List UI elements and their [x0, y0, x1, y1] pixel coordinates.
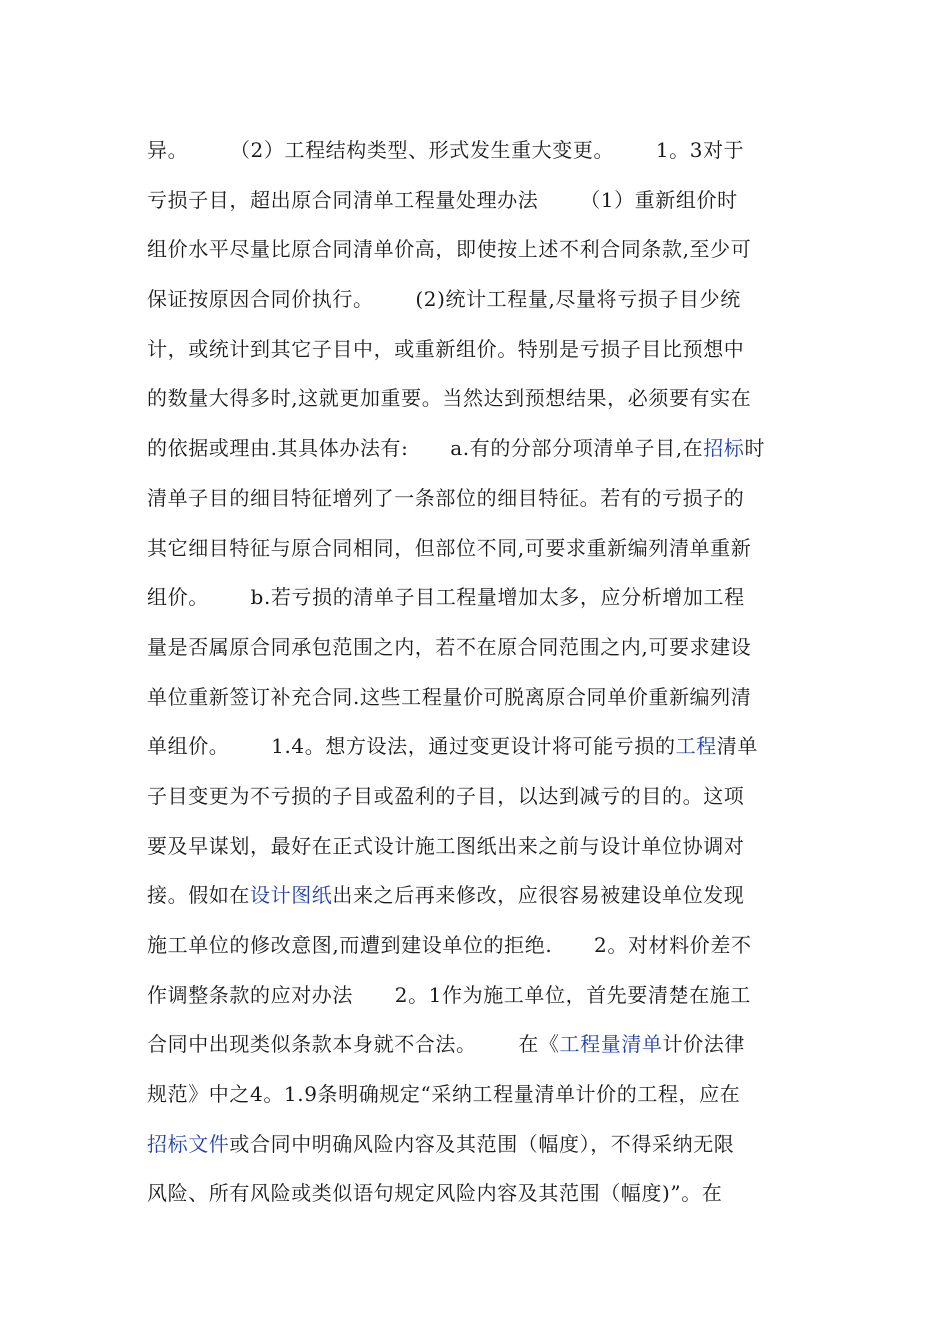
text-run: 清单	[716, 734, 758, 759]
hyperlink[interactable]: 工程量清单	[559, 1032, 663, 1057]
text-line	[147, 275, 809, 325]
hyperlink[interactable]: 工程	[675, 734, 717, 759]
text-run: 其它细目特征与原合同相同，但部位不同,可要求重新编列清单重新	[147, 535, 752, 560]
text-line	[147, 424, 809, 474]
text-run: 合同中出现类似条款本身就不合法。 在《	[147, 1032, 560, 1057]
text-run: 单位重新签订补充合同.这些工程量价可脱离原合同单价重新编列清	[147, 684, 752, 709]
text-line	[147, 374, 809, 424]
text-run: 单组价。 1.4。想方设法，通过变更设计将可能亏损的	[147, 734, 676, 759]
text-run: 计价法律	[662, 1032, 745, 1057]
text-run: 接。假如在	[147, 883, 250, 908]
text-line	[147, 176, 809, 226]
text-line	[147, 623, 809, 673]
hyperlink[interactable]: 设计图纸	[250, 883, 333, 908]
text-line	[147, 524, 809, 574]
hyperlink[interactable]: 招标文件	[147, 1131, 230, 1156]
text-run: 规范》中之4。1.9条明确规定“采纳工程量清单计价的工程，应在	[147, 1082, 741, 1107]
text-run: 要及早谋划，最好在正式设计施工图纸出来之前与设计单位协调对	[147, 833, 745, 858]
text-line	[147, 1070, 809, 1120]
text-run: 清单子目的细目特征增列了一条部位的细目特征。若有的亏损子的	[147, 485, 745, 510]
text-run: 的数量大得多时,这就更加重要。当然达到预想结果，必须要有实在	[147, 386, 752, 411]
text-run: 计，或统计到其它子目中，或重新组价。特别是亏损子目比预想中	[147, 336, 745, 361]
text-run: 子目变更为不亏损的子目或盈利的子目，以达到减亏的目的。这项	[147, 783, 745, 808]
text-line	[147, 822, 809, 872]
text-run: 组价水平尽量比原合同清单价高，即使按上述不利合同条款,至少可	[147, 237, 752, 262]
text-line	[147, 573, 809, 623]
text-run: 施工单位的修改意图,而遭到建设单位的拒绝. 2。对材料价差不	[147, 933, 752, 957]
text-run: 亏损子目，超出原合同清单工程量处理办法 （1）重新组价时	[147, 187, 738, 212]
text-line	[147, 325, 809, 375]
document-body-text	[147, 126, 809, 1219]
text-line	[147, 871, 809, 921]
text-run: 组价。 b.若亏损的清单子目工程量增加太多，应分析增加工程	[147, 585, 745, 610]
text-line	[147, 1120, 809, 1170]
text-run: 保证按原因合同价执行。 (2)统计工程量,尽量将亏损子目少统	[147, 287, 741, 312]
text-run: 的依据或理由.其具体办法有: a.有的分部分项清单子目,在	[147, 436, 704, 461]
text-run: 出来之后再来修改，应很容易被建设单位发现	[332, 883, 745, 908]
text-line	[147, 921, 809, 971]
text-line	[147, 971, 809, 1021]
text-run: 作调整条款的应对办法 2。1作为施工单位，首先要清楚在施工	[147, 982, 751, 1007]
text-line	[147, 722, 809, 772]
text-line	[147, 673, 809, 723]
text-run: 时	[744, 436, 766, 461]
text-run: 或合同中明确风险内容及其范围（幅度），不得采纳无限	[229, 1131, 735, 1156]
text-line	[147, 1020, 809, 1070]
text-run: 量是否属原合同承包范围之内，若不在原合同范围之内,可要求建设	[147, 634, 752, 659]
hyperlink[interactable]: 招标	[703, 436, 745, 461]
text-run: 风险、所有风险或类似语句规定风险内容及其范围（幅度)”。在	[147, 1181, 723, 1206]
text-line	[147, 126, 809, 176]
text-line	[147, 772, 809, 822]
text-line	[147, 474, 809, 524]
text-run: 异。 （2）工程结构类型、形式发生重大变更。 1。3对于	[147, 138, 745, 162]
text-line	[147, 225, 809, 275]
text-line	[147, 1169, 809, 1219]
